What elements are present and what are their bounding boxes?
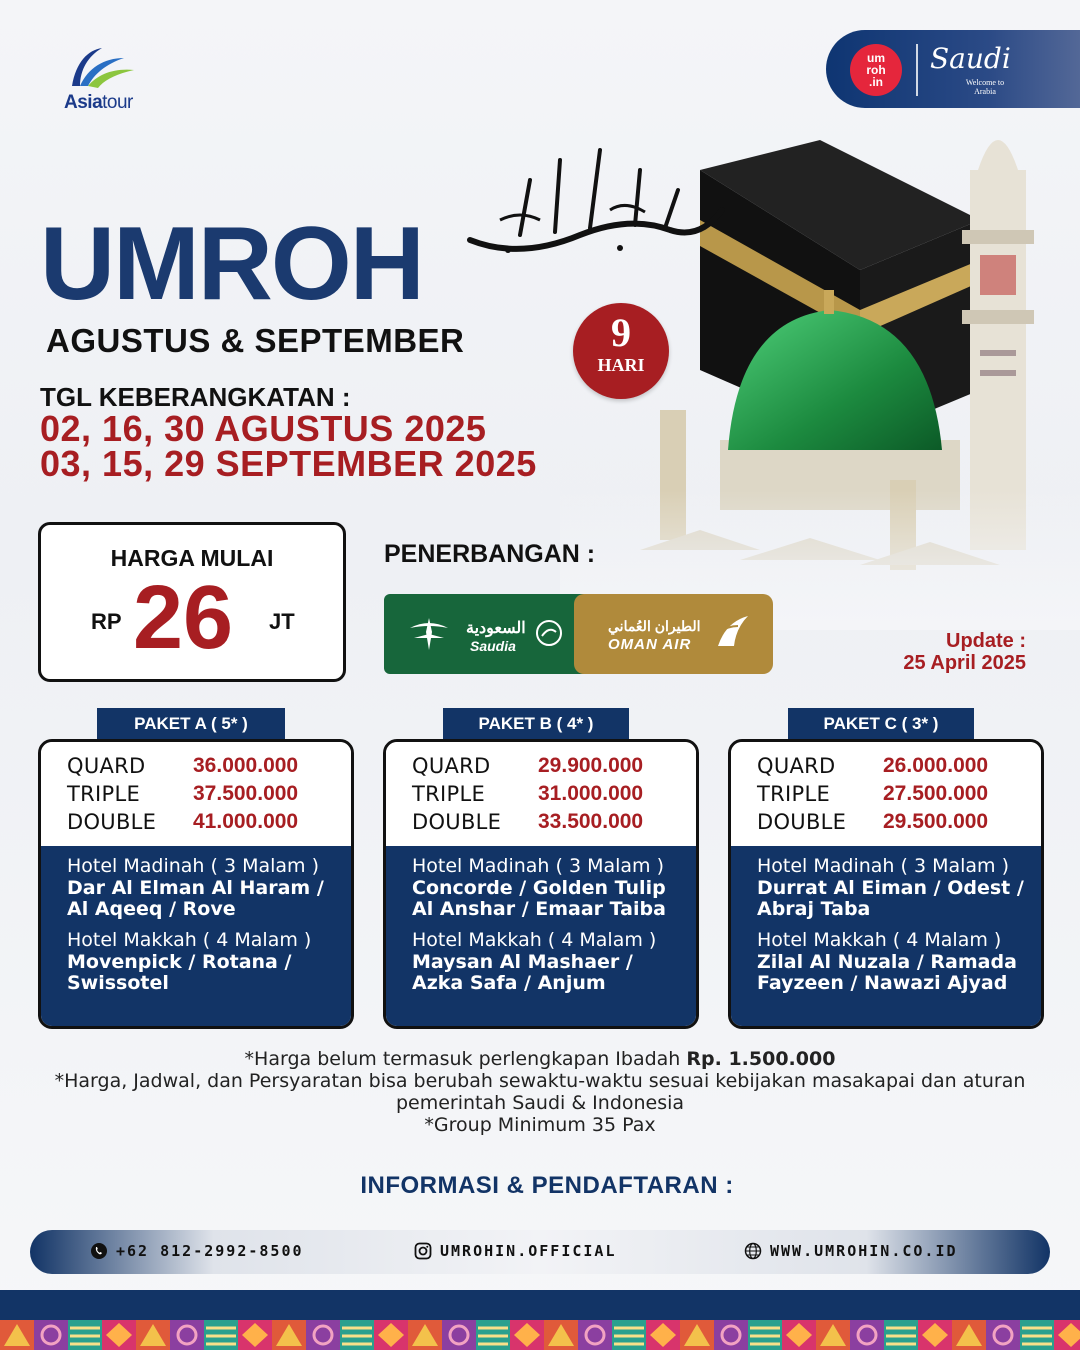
room-type: DOUBLE [412,810,502,834]
update-date: 25 April 2025 [903,652,1026,674]
price-row [67,810,351,838]
note-policy: *Harga, Jadwal, dan Persyaratan bisa berubah sewaktu-waktu sesuai kebijakan masakapai dan aturan pemerintah Saudi & Indonesia [54,1070,1026,1114]
departure-label: TGL KEBERANGKATAN : [40,382,351,412]
departure-dates-september: 03, 15, 29 SEPTEMBER 2025 [40,443,537,484]
room-type: DOUBLE [67,810,157,834]
saudia-palm-icon [406,614,452,654]
price-row [412,782,696,810]
website-contact[interactable] [744,1242,958,1260]
price-row [757,810,1041,838]
asiatour-logo [58,42,148,118]
madinah-hotel-names: Durrat Al Eiman / Odest / Abraj Taba [757,877,1024,920]
package-a-hotels [41,846,351,1026]
room-type: TRIPLE [412,782,486,806]
decorative-pattern [0,1318,1080,1350]
starting-price-box [38,522,346,682]
room-price: 29.500.000 [883,810,989,833]
room-type: QUARD [757,754,836,778]
package-a-card [38,739,354,1029]
oman-air-airline-badge [574,594,773,674]
saudia-arabic-name: السعودية [466,620,526,637]
globe-icon [744,1242,762,1260]
price-value: 26 [133,568,234,668]
price-row [412,754,696,782]
room-price: 29.900.000 [538,754,644,777]
info-registration-title: INFORMASI & PENDAFTARAN : [360,1172,734,1199]
update-label: Update : [946,630,1026,652]
price-unit: JT [269,609,295,634]
logo-name: Asia [64,92,103,113]
package-c-card [728,739,1044,1029]
room-price: 31.000.000 [538,782,644,805]
madinah-hotel-label: Hotel Madinah ( 3 Malam ) [412,855,665,877]
price-row [67,782,351,810]
instagram-contact[interactable] [414,1242,617,1260]
page-subtitle: AGUSTUS & SEPTEMBER [46,322,465,359]
package-a-price-list [41,742,351,846]
note-group-minimum: *Group Minimum 35 Pax [424,1114,656,1136]
room-price: 41.000.000 [193,810,299,833]
note-equipment-text: *Harga belum termasuk perlengkapan Ibadah [244,1048,687,1070]
package-c-tab: PAKET C ( 3* ) [788,708,974,740]
package-c-hotels [731,846,1041,1026]
update-note [860,630,1026,674]
saudia-english-name: Saudia [470,638,516,654]
umrohin-badge [850,44,902,96]
package-b-tab: PAKET B ( 4* ) [443,708,629,740]
umrohin-badge-text: um roh .in [866,51,886,89]
makkah-hotel-names: Zilal Al Nuzala / Ramada Fayzeen / Nawazi Ajyad [757,951,1017,994]
instagram-handle: UMROHIN.OFFICIAL [440,1242,617,1260]
room-type: QUARD [67,754,146,778]
price-row [757,782,1041,810]
arabic-calligraphy [460,140,730,270]
asiatour-wing-icon [58,42,138,94]
phone-number: +62 812-2992-8500 [116,1242,304,1260]
room-type: QUARD [412,754,491,778]
price-row [67,754,351,782]
madinah-hotel-names: Concorde / Golden Tulip Al Anshar / Emaar Taiba [412,877,666,920]
note-equipment [40,1048,1040,1070]
phone-contact[interactable] [90,1242,304,1260]
duration-label: HARI [597,355,645,375]
room-price: 36.000.000 [193,754,299,777]
room-type: TRIPLE [757,782,831,806]
package-c-price-list [731,742,1041,846]
contact-bar [30,1230,1050,1274]
price-row [412,810,696,838]
package-b-hotels [386,846,696,1026]
oman-air-english-name: OMAN AIR [608,636,692,653]
minaret-icon [962,140,1034,550]
note-equipment-price: Rp. 1.500.000 [686,1048,836,1070]
saudi-logo-text: Saudi [930,42,1011,75]
logo-suffix: tour [102,92,133,113]
whatsapp-icon [90,1242,108,1260]
room-price: 27.500.000 [883,782,989,805]
skyteam-icon [534,618,564,648]
price-label: HARGA MULAI [110,545,274,571]
terms-notes [40,1048,1040,1136]
makkah-hotel-label: Hotel Makkah ( 4 Malam ) [757,929,1002,951]
package-a-tab: PAKET A ( 5* ) [97,708,285,740]
package-b-price-list [386,742,696,846]
oman-air-emblem-icon [712,612,752,652]
madinah-hotel-names: Dar Al Elman Al Haram / Al Aqeeq / Rove [67,877,324,920]
makkah-hotel-names: Movenpick / Rotana / Swissotel [67,951,292,994]
page-title: UMROH [40,206,423,322]
room-type: TRIPLE [67,782,141,806]
oman-air-arabic-name: الطيران العُماني [608,618,701,634]
makkah-hotel-names: Maysan Al Mashaer / Azka Safa / Anjum [412,951,633,994]
flights-label: PENERBANGAN : [384,540,596,568]
website-url: WWW.UMROHIN.CO.ID [770,1242,958,1260]
price-currency: RP [91,609,122,634]
room-price: 37.500.000 [193,782,299,805]
package-b-card [383,739,699,1029]
brand-divider [916,44,918,96]
logo-text [64,92,133,114]
room-type: DOUBLE [757,810,847,834]
partner-brand-pill [826,30,1080,108]
madinah-hotel-label: Hotel Madinah ( 3 Malam ) [757,855,1010,877]
room-price: 33.500.000 [538,810,644,833]
madinah-hotel-label: Hotel Madinah ( 3 Malam ) [67,855,320,877]
departure-dates-august: 02, 16, 30 AGUSTUS 2025 [40,408,487,449]
duration-badge [573,303,669,399]
makkah-hotel-label: Hotel Makkah ( 4 Malam ) [67,929,312,951]
room-price: 26.000.000 [883,754,989,777]
saudia-airline-badge [384,594,589,674]
duration-number: 9 [611,310,631,355]
price-row [757,754,1041,782]
makkah-hotel-label: Hotel Makkah ( 4 Malam ) [412,929,657,951]
saudi-tagline: Welcome to Arabia [965,78,1005,96]
instagram-icon [414,1242,432,1260]
